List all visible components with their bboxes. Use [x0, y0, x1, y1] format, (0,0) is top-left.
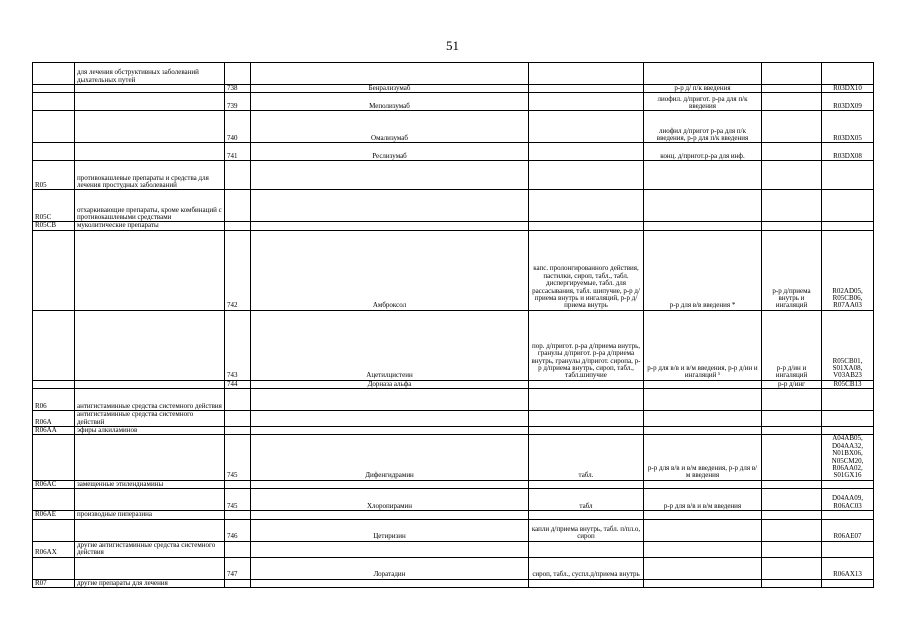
- group-description: [75, 489, 225, 511]
- table-row: [33, 519, 874, 541]
- row-number: 747: [225, 557, 251, 579]
- dosage-forms-2: р-р для в/в и в/м введения, р-р для в/м введения: [644, 435, 762, 480]
- dosage-forms: [529, 85, 644, 93]
- dosage-forms: [529, 427, 644, 435]
- table-row: [33, 111, 874, 143]
- atc-codes: D04AA09, R06AC03: [822, 489, 874, 511]
- group-description: [75, 519, 225, 541]
- drug-name: Реслизумаб: [251, 143, 529, 161]
- dosage-forms-2: [644, 579, 762, 587]
- atc-codes: [822, 190, 874, 222]
- atc-codes: [822, 541, 874, 557]
- table-row: [33, 190, 874, 222]
- drug-name: [251, 63, 529, 85]
- group-description: [75, 143, 225, 161]
- dosage-forms-2: [644, 541, 762, 557]
- table-row: [33, 161, 874, 190]
- dosage-forms-3: [762, 85, 822, 93]
- dosage-forms: капли д/приема внутрь, табл. п/пл.о, сироп: [529, 519, 644, 541]
- dosage-forms-2: р-р для в/в и в/м введения, р-р д/ин и ингаляций ¹: [644, 310, 762, 380]
- dosage-forms-3: р-р д/инг: [762, 380, 822, 388]
- table-row: [33, 230, 874, 310]
- atc-codes: [822, 222, 874, 230]
- dosage-forms-2: р-р для в/в введения *: [644, 230, 762, 310]
- dosage-forms-3: [762, 557, 822, 579]
- row-number: 740: [225, 111, 251, 143]
- atc-group-code: [33, 310, 75, 380]
- drug-name: [251, 579, 529, 587]
- atc-codes: [822, 389, 874, 411]
- group-description: другие антигистаминные средства системного действия: [75, 541, 225, 557]
- row-number: 743: [225, 310, 251, 380]
- group-description: [75, 230, 225, 310]
- dosage-forms-3: [762, 541, 822, 557]
- row-number: 739: [225, 93, 251, 111]
- dosage-forms-3: [762, 480, 822, 488]
- row-number: [225, 579, 251, 587]
- atc-codes: R06AX13: [822, 557, 874, 579]
- table-row: [33, 435, 874, 480]
- atc-group-code: [33, 557, 75, 579]
- row-number: [225, 427, 251, 435]
- row-number: [225, 389, 251, 411]
- row-number: 744: [225, 380, 251, 388]
- drug-name: Цетиризин: [251, 519, 529, 541]
- dosage-forms-2: р-р для в/в и в/м введения: [644, 489, 762, 511]
- row-number: 745: [225, 489, 251, 511]
- drug-name: Ацетилцистеин: [251, 310, 529, 380]
- drug-table: [32, 62, 874, 588]
- drug-name: [251, 222, 529, 230]
- atc-group-code: R05CB: [33, 222, 75, 230]
- table-row: [33, 427, 874, 435]
- group-description: эфиры алкиламинов: [75, 427, 225, 435]
- dosage-forms-3: [762, 511, 822, 519]
- group-description: замещенные этилендиамины: [75, 480, 225, 488]
- dosage-forms-3: [762, 63, 822, 85]
- dosage-forms-3: р-р д/ин и ингаляций: [762, 310, 822, 380]
- group-description: для лечения обструктивных заболеваний дыхательных путей: [75, 63, 225, 85]
- atc-group-code: [33, 489, 75, 511]
- group-description: [75, 93, 225, 111]
- dosage-forms-2: [644, 380, 762, 388]
- atc-group-code: R06: [33, 389, 75, 411]
- drug-name: [251, 190, 529, 222]
- atc-codes: [822, 511, 874, 519]
- group-description: [75, 435, 225, 480]
- row-number: 738: [225, 85, 251, 93]
- atc-group-code: R06AE: [33, 511, 75, 519]
- table-row: [33, 380, 874, 388]
- dosage-forms-2: [644, 480, 762, 488]
- dosage-forms-2: [644, 190, 762, 222]
- drug-name: Бенрализумаб: [251, 85, 529, 93]
- dosage-forms-3: [762, 411, 822, 427]
- drug-name: [251, 411, 529, 427]
- dosage-forms-2: [644, 411, 762, 427]
- dosage-forms-3: [762, 435, 822, 480]
- group-description: противокашлевые препараты и средства для лечения простудных заболеваний: [75, 161, 225, 190]
- table-row: [33, 411, 874, 427]
- dosage-forms: сироп, табл., суспл.д/приема внутрь: [529, 557, 644, 579]
- atc-codes: R06AE07: [822, 519, 874, 541]
- row-number: [225, 511, 251, 519]
- table-body: [33, 63, 874, 588]
- atc-codes: R03DX10: [822, 85, 874, 93]
- row-number: [225, 63, 251, 85]
- row-number: [225, 411, 251, 427]
- atc-group-code: R07: [33, 579, 75, 587]
- atc-group-code: [33, 380, 75, 388]
- drug-name: [251, 427, 529, 435]
- atc-codes: R05CB13: [822, 380, 874, 388]
- drug-name: Дифенгидрамин: [251, 435, 529, 480]
- row-number: 742: [225, 230, 251, 310]
- table-row: [33, 222, 874, 230]
- atc-codes: R03DX05: [822, 111, 874, 143]
- atc-group-code: [33, 435, 75, 480]
- drug-name: Дорназа альфа: [251, 380, 529, 388]
- row-number: 746: [225, 519, 251, 541]
- group-description: [75, 557, 225, 579]
- row-number: [225, 190, 251, 222]
- row-number: [225, 480, 251, 488]
- dosage-forms-2: лиофил д/пригот р-ра для п/к введения, р-р для п/к введения: [644, 111, 762, 143]
- group-description: [75, 111, 225, 143]
- dosage-forms-2: лиофил. д/пригот. р-ра для п/к введения: [644, 93, 762, 111]
- drug-name: Амброксол: [251, 230, 529, 310]
- dosage-forms: пор. д/пригот. р-ра д/приема внутрь, гранулы д/пригот. р-ра д/приема внутрь, гранулы д/пригот. сиропа, р-р д/приема внутрь, сироп, табл., табл.шипучие: [529, 310, 644, 380]
- atc-group-code: R06AX: [33, 541, 75, 557]
- dosage-forms-2: [644, 519, 762, 541]
- atc-group-code: [33, 230, 75, 310]
- dosage-forms: [529, 222, 644, 230]
- dosage-forms: [529, 541, 644, 557]
- dosage-forms: [529, 93, 644, 111]
- row-number: 741: [225, 143, 251, 161]
- dosage-forms: [529, 111, 644, 143]
- dosage-forms: [529, 161, 644, 190]
- atc-codes: [822, 63, 874, 85]
- drug-name: [251, 161, 529, 190]
- atc-codes: [822, 161, 874, 190]
- dosage-forms: [529, 190, 644, 222]
- page-number: 51: [446, 38, 459, 53]
- atc-group-code: [33, 93, 75, 111]
- group-description: муколитические препараты: [75, 222, 225, 230]
- group-description: отхаркивающие препараты, кроме комбинаций с противокашлевыми средствами: [75, 190, 225, 222]
- dosage-forms-3: [762, 111, 822, 143]
- drug-name: [251, 389, 529, 411]
- row-number: [225, 541, 251, 557]
- dosage-forms-3: р-р д/приема внутрь и ингаляций: [762, 230, 822, 310]
- dosage-forms-3: [762, 579, 822, 587]
- dosage-forms-2: [644, 63, 762, 85]
- atc-group-code: R06A: [33, 411, 75, 427]
- drug-name: Омализумаб: [251, 111, 529, 143]
- dosage-forms: [529, 63, 644, 85]
- dosage-forms: табл: [529, 489, 644, 511]
- dosage-forms: табл.: [529, 435, 644, 480]
- table-row: [33, 85, 874, 93]
- dosage-forms-2: [644, 427, 762, 435]
- table-row: [33, 489, 874, 511]
- atc-group-code: [33, 111, 75, 143]
- group-description: [75, 310, 225, 380]
- atc-group-code: [33, 85, 75, 93]
- group-description: производные пиперазина: [75, 511, 225, 519]
- dosage-forms-3: [762, 519, 822, 541]
- dosage-forms-3: [762, 489, 822, 511]
- atc-codes: R03DX09: [822, 93, 874, 111]
- dosage-forms-2: конц. д/пригот.р-ра для инф.: [644, 143, 762, 161]
- dosage-forms-2: [644, 511, 762, 519]
- group-description: антигистаминные средства системного действия: [75, 389, 225, 411]
- group-description: [75, 85, 225, 93]
- drug-name: Меполизумаб: [251, 93, 529, 111]
- dosage-forms-2: [644, 222, 762, 230]
- atc-group-code: [33, 63, 75, 85]
- dosage-forms: [529, 480, 644, 488]
- group-description: [75, 380, 225, 388]
- atc-group-code: [33, 519, 75, 541]
- drug-name: [251, 511, 529, 519]
- dosage-forms-3: [762, 143, 822, 161]
- row-number: [225, 222, 251, 230]
- table-row: [33, 310, 874, 380]
- dosage-forms-2: [644, 557, 762, 579]
- dosage-forms-3: [762, 222, 822, 230]
- atc-codes: [822, 480, 874, 488]
- table-row: [33, 557, 874, 579]
- drug-name: [251, 480, 529, 488]
- group-description: антигистаминные средства системного действий: [75, 411, 225, 427]
- row-number: [225, 161, 251, 190]
- table-row: [33, 480, 874, 488]
- table-row: [33, 143, 874, 161]
- table-row: [33, 93, 874, 111]
- drug-name: [251, 541, 529, 557]
- table-row: [33, 579, 874, 587]
- dosage-forms: [529, 411, 644, 427]
- atc-codes: R02AD05, R05CB06, R07AA03: [822, 230, 874, 310]
- dosage-forms: [529, 579, 644, 587]
- table-row: [33, 63, 874, 85]
- atc-group-code: R06AA: [33, 427, 75, 435]
- atc-codes: [822, 427, 874, 435]
- dosage-forms-3: [762, 190, 822, 222]
- atc-group-code: R05C: [33, 190, 75, 222]
- dosage-forms-3: [762, 427, 822, 435]
- dosage-forms-3: [762, 93, 822, 111]
- atc-codes: [822, 411, 874, 427]
- dosage-forms: [529, 511, 644, 519]
- dosage-forms: [529, 389, 644, 411]
- dosage-forms-3: [762, 389, 822, 411]
- dosage-forms-2: р-р д/ п/к введения: [644, 85, 762, 93]
- dosage-forms-2: [644, 389, 762, 411]
- row-number: 745: [225, 435, 251, 480]
- dosage-forms-2: [644, 161, 762, 190]
- dosage-forms: капс. пролонгированного действия, пастилки, сироп, табл., табл. диспергируемые, табл. для рассасывания, табл. шипучие, р-р д/приема внутрь и ингаляций, р-р д/приема внутрь: [529, 230, 644, 310]
- atc-codes: R05CB01, S01XA08, V03AB23: [822, 310, 874, 380]
- atc-codes: R03DX08: [822, 143, 874, 161]
- table-row: [33, 389, 874, 411]
- dosage-forms-3: [762, 161, 822, 190]
- group-description: другие препараты для лечения: [75, 579, 225, 587]
- table-row: [33, 541, 874, 557]
- atc-codes: A04AB05, D04AA32, N01BX06, N05CM20, R06AA02, S01GX16: [822, 435, 874, 480]
- dosage-forms: [529, 380, 644, 388]
- dosage-forms: [529, 143, 644, 161]
- drug-name: Лоратадин: [251, 557, 529, 579]
- atc-group-code: R06AC: [33, 480, 75, 488]
- atc-codes: [822, 579, 874, 587]
- drug-name: Хлоропирамин: [251, 489, 529, 511]
- atc-group-code: R05: [33, 161, 75, 190]
- table-row: [33, 511, 874, 519]
- atc-group-code: [33, 143, 75, 161]
